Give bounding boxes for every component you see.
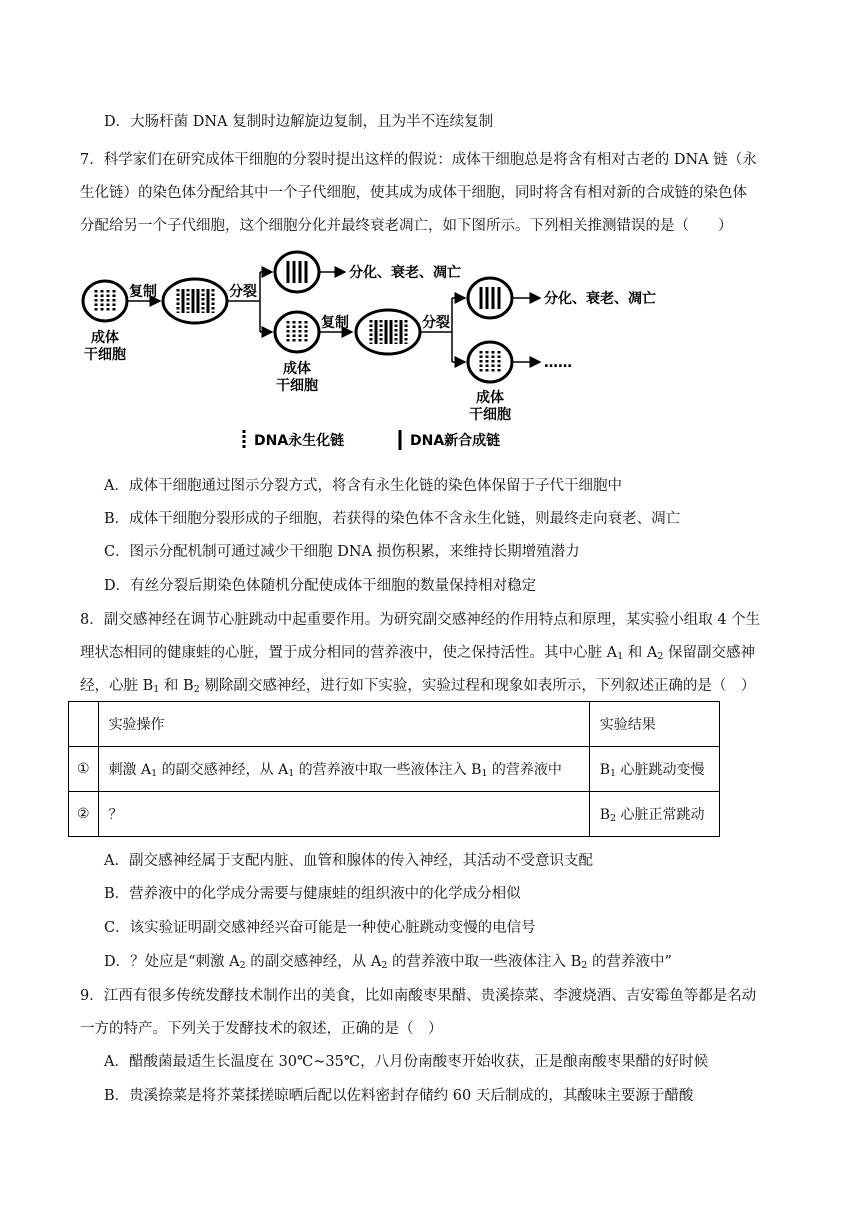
stem-cell-division-diagram [70, 245, 690, 460]
continuation-dots: …… [544, 355, 572, 371]
q7-stem-line-1: 7．科学家们在研究成体干细胞的分裂时提出这样的假说：成体干细胞总是将含有相对古老的 DNA 链（永 [80, 152, 757, 168]
fate-label-2: 分化、衰老、凋亡 [544, 291, 656, 307]
row-operation: ？ [98, 792, 589, 837]
differentiating-cell-2 [468, 278, 512, 318]
q7-option-b: B．成体干细胞分裂形成的子细胞，若获得的染色体不含永生化链，则最终走向衰老、凋亡 [104, 511, 681, 527]
diagram-legend [244, 430, 500, 450]
q8-stem-line-3: 经，心脏 $B_1$ 和 $B_2$ 剔除副交感神经，进行如下实验，实验过程和现象如表所示，下列叙述正确的是（ ） [80, 678, 756, 695]
split-label-2: 分裂 [422, 315, 450, 331]
differentiating-cell-1 [275, 252, 319, 292]
copy-label-1: 复制 [129, 284, 157, 300]
replicated-cell-2 [356, 310, 420, 354]
q6-option-d: D．大肠杆菌 DNA 复制时边解旋边复制，且为半不连续复制 [104, 114, 494, 130]
stem-cell-label-2a: 成体 [283, 361, 311, 377]
stem-cell-label-1a: 成体 [91, 330, 119, 346]
row-number: ② [69, 792, 99, 837]
daughter-stem-cell-2 [468, 342, 512, 382]
copy-label-2: 复制 [321, 315, 349, 331]
stem-cell-label-3b: 干细胞 [469, 407, 511, 423]
q9-option-b: B．贵溪捺菜是将芥菜揉搓晾晒后配以佐料密封存储约 60 天后制成的，其酸味主要源于醋酸 [104, 1088, 694, 1104]
stem-cell-label-3a: 成体 [476, 390, 504, 406]
row-number: ① [69, 747, 99, 792]
row-result: $B_2$ 心脏正常跳动 [589, 792, 719, 837]
parent-stem-cell [83, 281, 127, 321]
split-label-1: 分裂 [229, 284, 257, 300]
q7-option-d: D．有丝分裂后期染色体随机分配使成体干细胞的数量保持相对稳定 [104, 578, 537, 594]
q7-option-c: C．图示分配机制可通过减少干细胞 DNA 损伤积累，来维持长期增殖潜力 [104, 544, 580, 560]
fate-label-1: 分化、衰老、凋亡 [349, 265, 461, 281]
replicated-cell-1 [163, 279, 227, 323]
q8-option-d: D．？处应是“刺激 $A_2$ 的副交感神经，从 $A_2$ 的营养液中取一些液体注入 $B_2$ 的营养液中” [104, 954, 672, 971]
row-operation: 刺激 $A_1$ 的副交感神经，从 $A_1$ 的营养液中取一些液体注入 $B_1$ 的营养液中 [98, 747, 589, 792]
stem-cell-label-2b: 干细胞 [276, 378, 318, 394]
q9-option-a: A．醋酸菌最适生长温度在 30℃~35℃，八月份南酸枣开始收获，正是酿南酸枣果醋的好时候 [104, 1054, 709, 1070]
q7-stem-line-2: 生化链）的染色体分配给其中一个子代细胞，使其成为成体干细胞，同时将含有相对新的合成链的染色体 [80, 185, 747, 201]
daughter-stem-cell-1 [275, 312, 319, 352]
q8-option-c: C．该实验证明副交感神经兴奋可能是一种使心脏跳动变慢的电信号 [104, 920, 536, 936]
q9-stem-line-2: 一方的特产。下列关于发酵技术的叙述，正确的是（ ） [80, 1021, 443, 1037]
table-row [69, 792, 720, 837]
header-result: 实验结果 [589, 702, 719, 747]
q7-stem-line-3: 分配给另一个子代细胞，这个细胞分化并最终衰老凋亡，如下图所示。下列相关推测错误的是（ ） [80, 218, 733, 234]
header-operation: 实验操作 [98, 702, 589, 747]
row-result: $B_1$ 心脏跳动变慢 [589, 747, 719, 792]
table-row [69, 747, 720, 792]
q7-option-a: A．成体干细胞通过图示分裂方式，将含有永生化链的染色体保留于子代干细胞中 [104, 478, 622, 494]
legend-new-strand: DNA新合成链 [410, 433, 501, 449]
table-header-row [69, 702, 720, 747]
q9-stem-line-1: 9．江西有很多传统发酵技术制作出的美食，比如南酸枣果醋、贵溪捺菜、李渡烧酒、吉安霉鱼等都是名动 [80, 988, 757, 1004]
experiment-table [68, 701, 720, 837]
q8-stem-line-1: 8．副交感神经在调节心脏跳动中起重要作用。为研究副交感神经的作用特点和原理，某实验小组取 4 个生 [80, 612, 761, 628]
q8-option-a: A．副交感神经属于支配内脏、血管和腺体的传入神经，其活动不受意识支配 [104, 853, 593, 869]
q8-option-b: B．营养液中的化学成分需要与健康蛙的组织液中的化学成分相似 [104, 886, 521, 902]
legend-old-strand: DNA永生化链 [254, 433, 345, 449]
q8-stem-line-2: 理状态相同的健康蛙的心脏，置于成分相同的营养液中，使之保持活性。其中心脏 $A_1$ 和 $A_2$ 保留副交感神 [80, 645, 755, 662]
stem-cell-label-1b: 干细胞 [84, 347, 126, 363]
